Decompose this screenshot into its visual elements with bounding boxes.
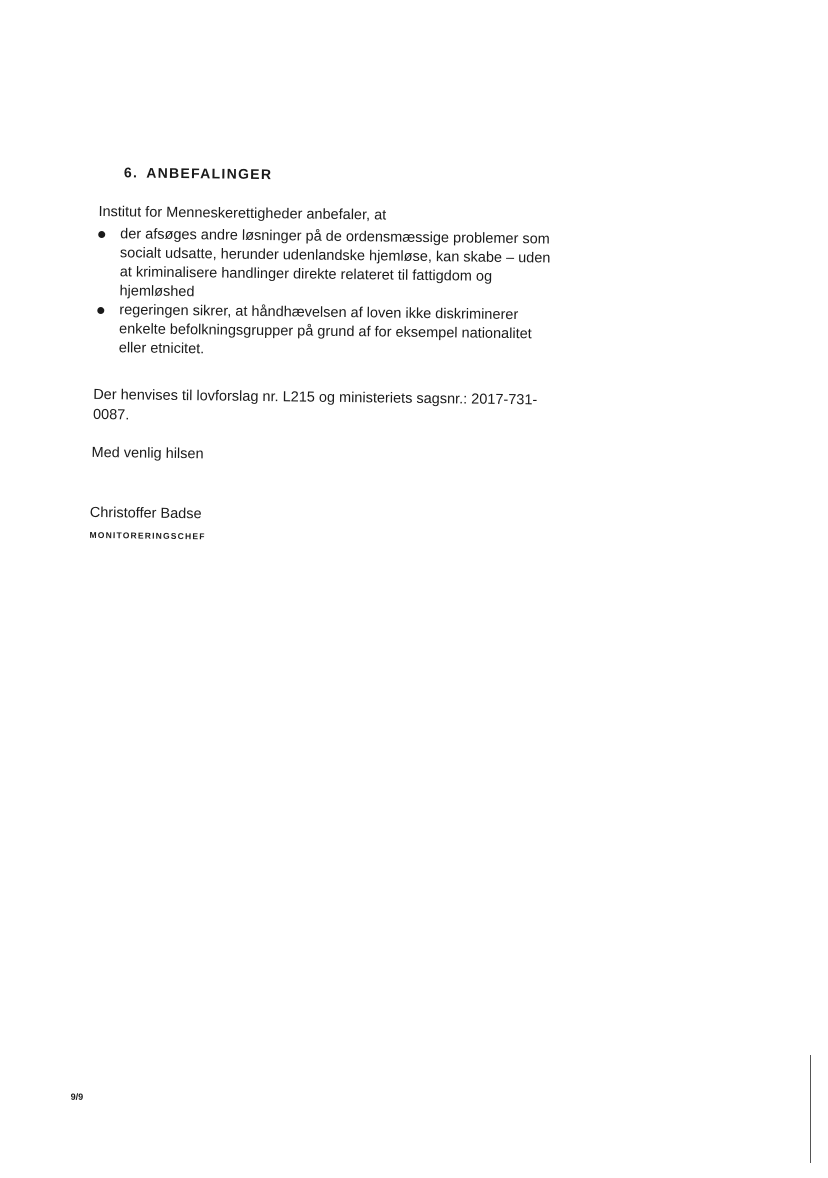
page-number: 9/9	[70, 1091, 84, 1102]
recommendation-line: at kriminalisere handlinger direkte relateret til fattigdom og	[119, 264, 493, 285]
reference-line: Der henvises til lovforslag nr. L215 og ministeriets sagsnr.: 2017-731-	[93, 386, 538, 409]
signer-title: MONITORERINGSCHEF	[89, 529, 206, 542]
recommendation-line: socialt udsatte, herunder udenlandske hjemløse, kan skabe – uden	[119, 245, 551, 267]
recommendation-item	[97, 225, 568, 307]
recommendation-line: der afsøges andre løsninger på de ordensmæssige problemer som	[120, 226, 550, 248]
recommendation-line: hjemløshed	[119, 283, 195, 301]
recommendation-line: enkelte befolkningsgrupper på grund af for eksempel nationalitet	[118, 321, 532, 343]
bullet-icon	[98, 231, 105, 238]
section-title: ANBEFALINGER	[146, 164, 273, 183]
intro-text: Institut for Menneskerettigheder anbefaler, at	[98, 203, 387, 224]
reference-paragraph	[93, 385, 563, 431]
closing-salutation: Med venlig hilsen	[91, 444, 204, 463]
recommendation-line: regeringen sikrer, at håndhævelsen af loven ikke diskriminerer	[119, 302, 519, 324]
recommendation-item	[97, 301, 568, 364]
scan-edge-line	[810, 1055, 811, 1163]
section-heading	[124, 164, 273, 182]
recommendation-list	[97, 225, 569, 364]
signer-name: Christoffer Badse	[89, 504, 202, 523]
recommendation-line: eller etnicitet.	[118, 340, 205, 358]
reference-line: 0087.	[92, 406, 130, 424]
section-number: 6.	[123, 164, 139, 181]
bullet-icon	[97, 307, 104, 314]
